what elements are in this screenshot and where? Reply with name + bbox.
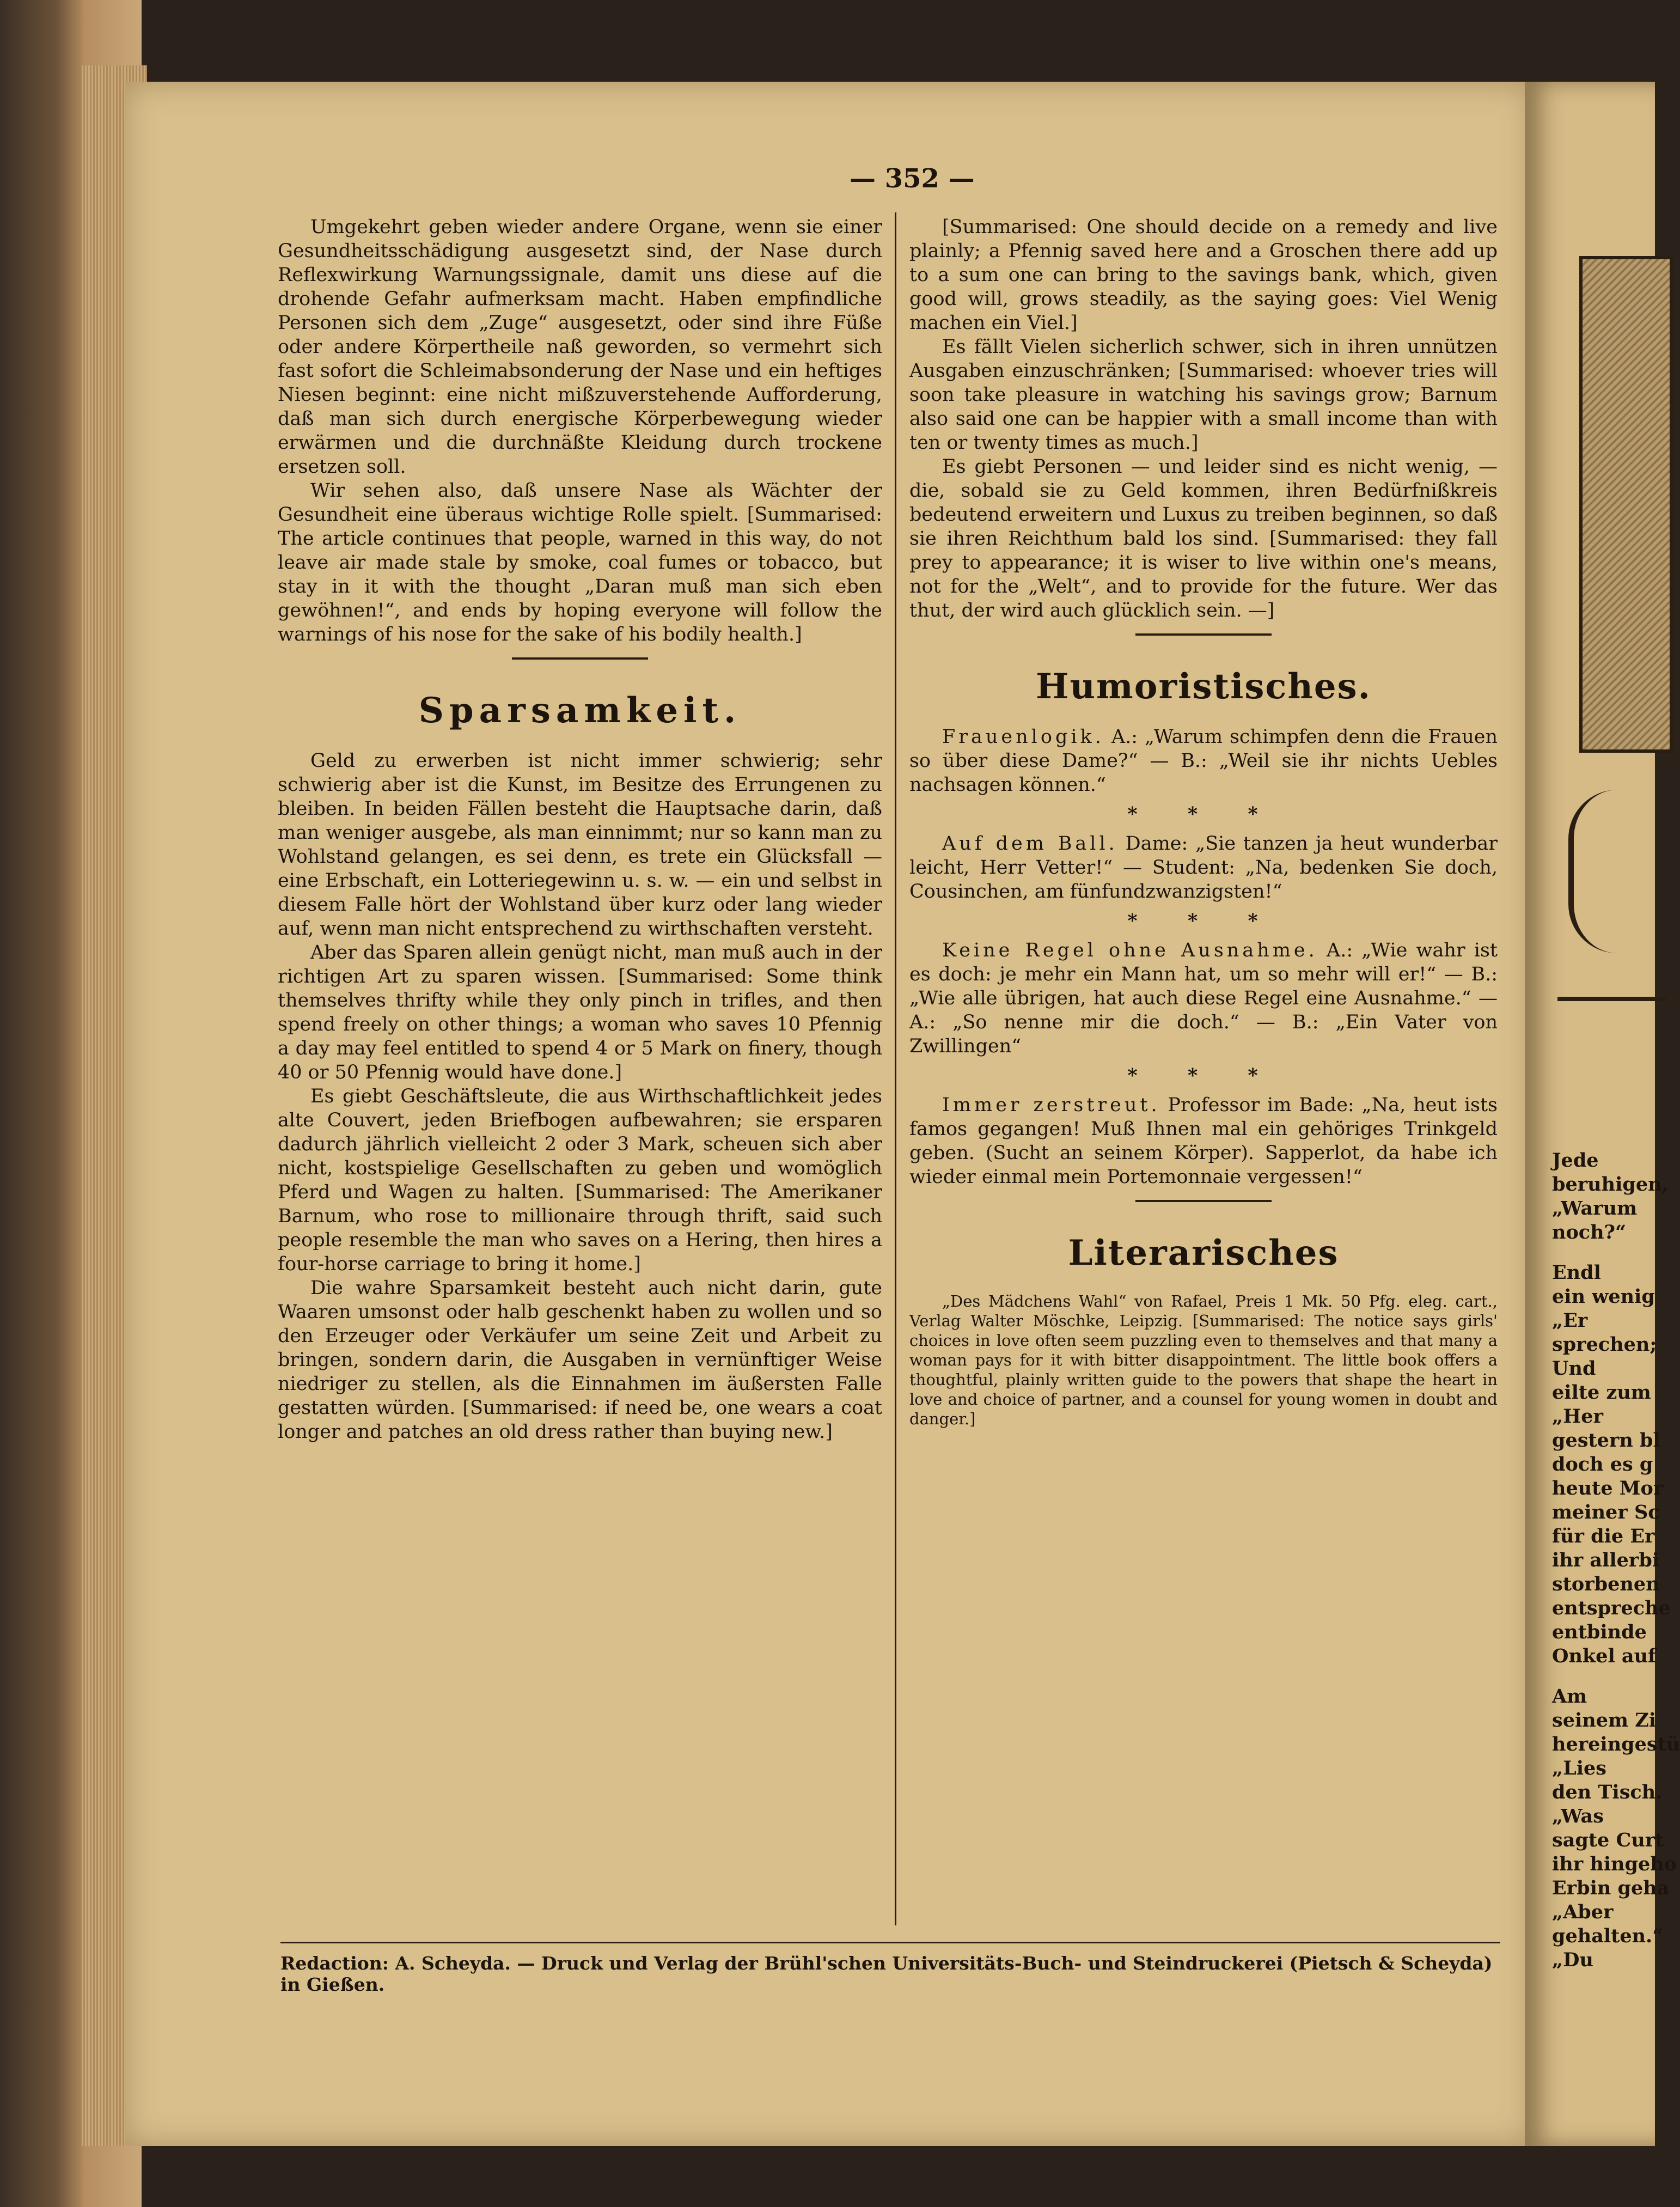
next-page-line: ihr allerbi [1552, 1549, 1660, 1571]
next-page-line: beruhigen, [1552, 1173, 1669, 1196]
next-page-line: Jede [1552, 1149, 1599, 1172]
next-page-line: entspreche [1552, 1597, 1671, 1619]
left-column [278, 215, 882, 1444]
next-page-line: „Lies [1552, 1757, 1607, 1779]
next-page-line: sagte Curt [1552, 1829, 1664, 1851]
next-page-line: ihr hingeho [1552, 1853, 1677, 1875]
next-page-line: heute Mor [1552, 1477, 1664, 1499]
paragraph: Es fällt Vielen sicherlich schwer, sich in ihren unnützen Ausgaben einzuschränken; [Summarised: whoever tries will soon take pleasure in watching his savings grow; Barnum also said one can be happier with a small income than with ten or twenty times as much.] [909, 336, 1498, 454]
humor-item [909, 938, 1498, 1058]
next-page-line: „Du [1552, 1949, 1593, 1971]
humor-title: Auf dem Ball. [942, 833, 1118, 855]
next-page-line: „Aber [1552, 1901, 1614, 1923]
imprint-footer: Redaction: A. Scheyda. — Druck und Verlag der Brühl'schen Universitäts-Buch- und Steindruckerei (Pietsch & Scheyda) in Gießen. [280, 1953, 1493, 1995]
next-page-line: entbinde [1552, 1621, 1647, 1643]
next-page-line: Und [1552, 1357, 1596, 1380]
illustration-frame [1579, 256, 1673, 753]
ornament-rule [1557, 997, 1666, 1001]
humor-title: Frauenlogik. [942, 726, 1104, 748]
paragraph: Die wahre Sparsamkeit besteht auch nicht darin, gute Waaren umsonst oder halb geschenkt haben zu wollen und so den Erzeuger oder Verkäufer um seine Zeit und Arbeit zu bringen, sondern darin, die Ausgaben in vernünftiger Weise niedriger zu stellen, als die Einnahmen im äußersten Falle gestatten würden. [Summarised: if need be, one wears a coat longer and patches an old dress rather than buying new.] [278, 1277, 882, 1443]
next-page-line: hereingestü [1552, 1733, 1680, 1755]
next-page-line: sprechen; [1552, 1333, 1657, 1356]
next-page-line: ein wenig [1552, 1285, 1655, 1308]
next-page-line: storbenen [1552, 1573, 1660, 1595]
right-column [909, 215, 1498, 1429]
paragraph: Geld zu erwerben ist nicht immer schwierig; sehr schwierig aber ist die Kunst, im Besitze des Errungenen zu bleiben. In beiden Fällen besteht die Hauptsache darin, daß man weniger ausgebe, als man einnimmt; nur so kann man zu Wohlstand gelangen, es sei denn, es trete ein Glücksfall — eine Erbschaft, ein Lotteriegewinn u. s. w. — ein und selbst in diesem Falle hört der Wohlstand über kurz oder lang wieder auf, wenn man nicht entsprechend zu wirthschaften versteht. [278, 750, 882, 940]
next-page-line: seinem Zi [1552, 1709, 1657, 1732]
humor-item [909, 832, 1498, 904]
literary-notice: „Des Mädchens Wahl“ von Rafael, Preis 1 Mk. 50 Pfg. eleg. cart., Verlag Walter Möschke, Leipzig. [Summarised: The notice says girls' choices in love often seem puzzling even to themselves and that many a woman pays for it with bitter disappointment. The little book offers a thoughtful, plainly written guide to the powers that shape the heart in love and choice of partner, and a counsel for young women in doubt and danger.] [909, 1292, 1498, 1428]
column-divider [895, 212, 896, 1925]
star-separator: * * * [1127, 803, 1280, 825]
paragraph: Umgekehrt geben wieder andere Organe, wenn sie einer Gesundheitsschädigung ausgesetzt sind, der Nase durch Reflexwirkung Warnungssignale, damit uns diese auf die drohende Gefahr aufmerksam macht. Haben empfindliche Personen sich dem „Zuge“ ausgesetzt, oder sind ihre Füße oder andere Körpertheile naß geworden, so vermehrt sich fast sofort die Schleimabsonderung der Nase und ein heftiges Niesen beginnt: eine nicht mißzuverstehende Aufforderung, daß man sich durch energische Körperbewegung wieder erwärmen und die durchnäßte Kleidung durch trockene ersetzen soll. [278, 216, 882, 478]
next-page-line: eilte zum [1552, 1381, 1651, 1404]
next-page-line: doch es g [1552, 1453, 1653, 1476]
next-page-fragment [1525, 82, 1680, 2146]
paragraph: Es giebt Geschäftsleute, die aus Wirthschaftlichkeit jedes alte Couvert, jeden Briefbogen aufbewahren; sie ersparen dadurch jährlich vielleicht 2 oder 3 Mark, scheuen sich aber nicht, kostspielige Gesellschaften zu geben und womöglich Pferd und Wagen zu halten. [Summarised: The Amerikaner Barnum, who rose to millionaire through thrift, said such people resemble the man who saves on a Hering, then hires a four-horse carriage to bring it home.] [278, 1086, 882, 1275]
next-page-line: „Warum [1552, 1197, 1638, 1220]
star-separator: * * * [1127, 910, 1280, 932]
humor-title: Keine Regel ohne Ausnahme. [942, 940, 1318, 961]
star-separator: * * * [1127, 1064, 1280, 1087]
humor-title: Immer zerstreut. [942, 1094, 1160, 1116]
ornament-initial [1568, 790, 1672, 953]
heading-literarisches: Literarisches [1068, 1233, 1339, 1273]
next-page-line: „Her [1552, 1405, 1603, 1428]
section-rule [1135, 633, 1272, 636]
humor-text: Dame: „Sie tanzen ja heut wunderbar leicht, Herr Vetter!“ — Student: „Na, bedenken Sie doch, Cousinchen, am fünfundzwanzigsten!“ [909, 833, 1498, 903]
humor-text: A.: „Wie wahr ist es doch: je mehr ein Mann hat, um so mehr will er!“ — B.: „Wie alle übrigen, hat auch diese Regel eine Ausnahme.“ — A.: „So nenne mir die doch.“ — B.: „Ein Vater von Zwillingen“ [909, 940, 1498, 1057]
next-page-line: Am [1552, 1685, 1587, 1708]
next-page-line: Onkel auf [1552, 1645, 1657, 1667]
next-page-line: gestern bl [1552, 1429, 1660, 1452]
humor-text: A.: „Warum schimpfen denn die Frauen so über diese Dame?“ — B.: „Weil sie ihr nichts Uebles nachsagen können.“ [909, 726, 1498, 796]
paragraph: Aber das Sparen allein genügt nicht, man muß auch in der richtigen Art zu sparen wissen. [Summarised: Some think themselves thrifty while they only pinch in trifles, and then spend freely on other things; a woman who saves 10 Pfennig a day may feel entitled to spend 4 or 5 Mark on finery, though 40 or 50 Pfennig would have done.] [278, 942, 882, 1083]
next-page-line: meiner Sc [1552, 1501, 1660, 1523]
next-page-line: „Was [1552, 1805, 1604, 1827]
footer-rule [280, 1942, 1500, 1943]
heading-humoristisches: Humoristisches. [1036, 666, 1371, 707]
paragraph: Wir sehen also, daß unsere Nase als Wächter der Gesundheit eine überaus wichtige Rolle spielt. [Summarised: The article continues that people, warned in this way, do not leave air made stale by smoke, coal fumes or tobacco, but stay in it with the thought „Daran muß man sich eben gewöhnen!“, and ends by hoping everyone will follow the warnings of his nose for the sake of his bodily health.] [278, 480, 882, 645]
heading-sparsamkeit: Sparsamkeit. [418, 690, 742, 731]
next-page-line: noch?“ [1552, 1221, 1627, 1243]
paragraph: Es giebt Personen — und leider sind es nicht wenig, — die, sobald sie zu Geld kommen, ihren Bedürfnißkreis bedeutend erweitern und Luxus zu treiben beginnen, so daß sie ihren Reichthum bald los sind. [Summarised: they fall prey to appearance; it is wiser to live within one's means, not for the „Welt“, and to provide for the future. Wer das thut, der wird auch glücklich sein. —] [909, 456, 1498, 621]
section-rule [1135, 1200, 1272, 1202]
next-page-line: den Tisch. [1552, 1781, 1663, 1803]
humor-text: Professor im Bade: „Na, heut ists famos gegangen! Muß Ihnen mal ein gehöriges Trinkgeld geben. (Sucht an seinem Körper). Sapperlot, da habe ich wieder einmal mein Portemonnaie vergessen!“ [909, 1094, 1498, 1188]
next-page-line: „Er [1552, 1309, 1588, 1332]
next-page-line: Erbin geha [1552, 1877, 1670, 1899]
next-page-line: Endl [1552, 1261, 1601, 1284]
humor-item [909, 1093, 1498, 1189]
section-rule [512, 657, 648, 660]
page-number: — 352 — [850, 163, 975, 194]
paragraph: [Summarised: One should decide on a remedy and live plainly; a Pfennig saved here and a Groschen there add up to a sum one can bring to the savings bank, which, given good will, grows steadily, as the saying goes: Viel Wenig machen ein Viel.] [909, 216, 1498, 334]
next-page-line: für die Er [1552, 1525, 1655, 1547]
next-page-line: gehalten.“ [1552, 1925, 1664, 1947]
humor-item [909, 725, 1498, 797]
